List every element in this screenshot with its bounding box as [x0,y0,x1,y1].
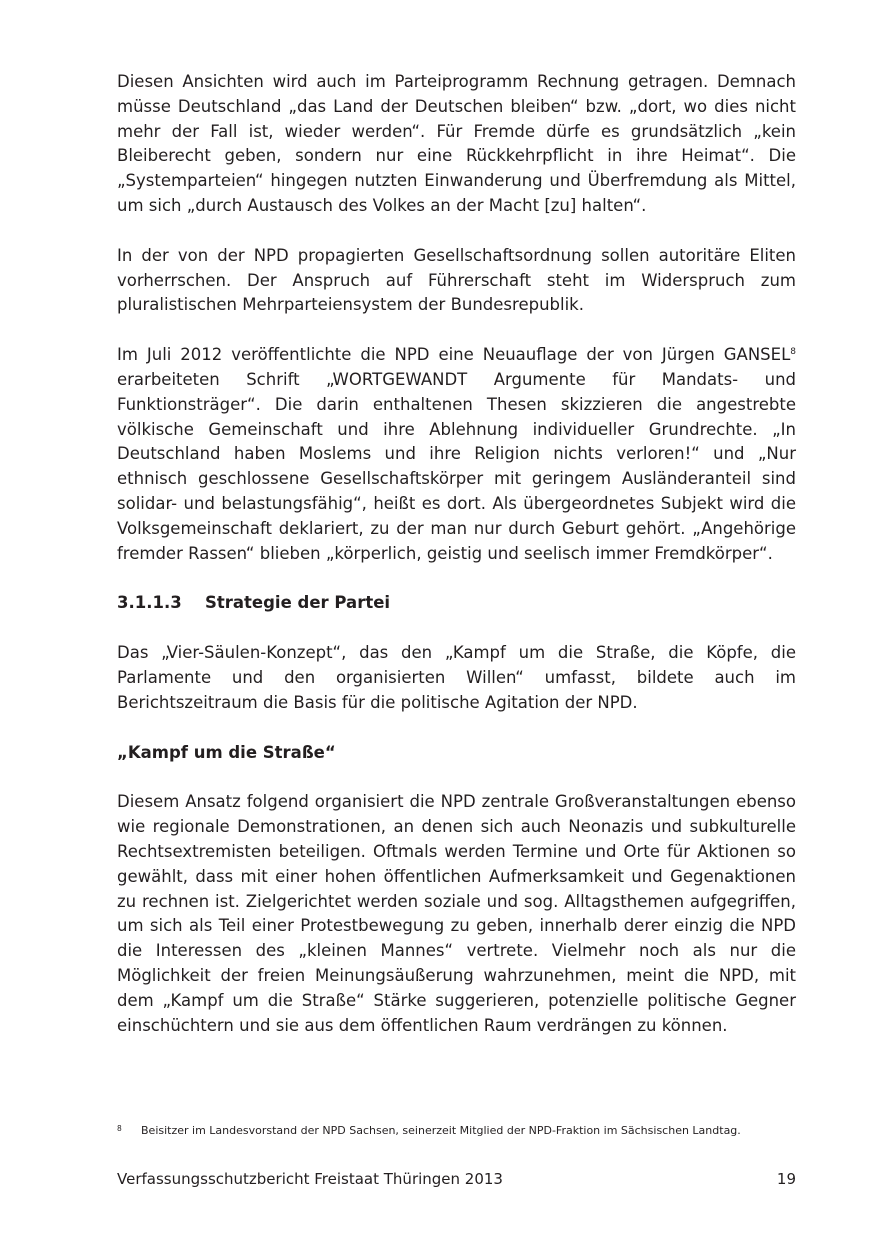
subheading-kampf-um-die-strasse: „Kampf um die Straße“ [117,742,336,762]
footnote-text: Beisitzer im Landesvorstand der NPD Sachsen, seinerzeit Mitglied der NPD-Fraktion im Sächsischen Landtag. [141,1124,741,1137]
paragraph-social-order: In der von der NPD propagierten Gesellschaftsordnung sollen autoritäre Eliten vorherrschen. Der Anspruch auf Führerschaft steht im Widerspruch zum pluralistischen Mehrparteiensystem der Bundesrepublik. [117,245,796,315]
page-footer [117,1168,796,1190]
footer-title: Verfassungsschutzbericht Freistaat Thüringen 2013 [117,1170,503,1188]
footnote-reference: 8 [790,347,796,358]
page-number: 19 [776,1170,796,1188]
paragraph-party-program: Diesen Ansichten wird auch im Parteiprogramm Rechnung getragen. Demnach müsse Deutschland „das Land der Deutschen bleiben“ bzw. „dort, wo dies nicht mehr der Fall ist, wieder werden“. Für Fremde dürfe es grundsätzlich „kein Bleiberecht geben, sondern nur eine Rückkehrpflicht in ihre Heimat“. Die „Systemparteien“ hingegen nutzten Einwanderung und Überfremdung als Mittel, um sich „durch Austausch des Volkes an der Macht [zu] halten“. [117,72,796,215]
section-title: Strategie der Partei [205,593,391,613]
paragraph-street-strategy: Diesem Ansatz folgend organisiert die NPD zentrale Großveranstaltungen ebenso wie regionale Demonstrationen, an denen sich auch Neonazis und subkulturelle Rechtsextremisten beteiligen. Oftmals werden Termine und Orte für Aktionen so gewählt, dass mit einer hohen öffentlichen Aufmerksamkeit und Gegenaktionen zu rechnen ist. Zielgerichtet werden soziale und sog. Alltagsthemen aufgegriffen, um sich als Teil einer Protestbewegung zu geben, innerhalb derer einzig die NPD die Interessen des „kleinen Mannes“ vertrete. Vielmehr noch als nur die Möglichkeit der freien Meinungsäußerung wahrzunehmen, meint die NPD, mit dem „Kampf um die Straße“ Stärke suggerieren, potenzielle politische Gegner einschüchtern und sie aus dem öffentlichen Raum verdrängen zu können. [117,792,796,1035]
paragraph-four-pillars: Das „Vier-Säulen-Konzept“, das den „Kampf um die Straße, die Köpfe, die Parlamente und den organisierten Willen“ umfasst, bildete auch im Berichtszeitraum die Basis für die politische Agitation der NPD. [117,643,796,712]
page-body [117,70,796,1038]
footnote [117,1123,796,1139]
section-heading [117,591,796,616]
paragraph-wortgewandt-end: erarbeiteten Schrift „WORTGEWANDT Argumente für Mandats- und Funktionsträger“. Die darin enthaltenen Thesen skizzieren die angestrebte völkische Gemeinschaft und ihre Ablehnung individueller Grundrechte. „In Deutschland haben Moslems und ihre Religion nichts verloren!“ und „Nur ethnisch geschlossene Gesellschaftskörper mit geringem Ausländeranteil sind solidar- und belastungsfähig“, heißt es dort. Als übergeordnetes Subjekt wird die Volksgemeinschaft deklariert, zu der man nur durch Geburt gehört. „Angehörige fremder Rassen“ blieben „körperlich, geistig und seelisch immer Fremdkörper“. [117,369,796,563]
paragraph-wortgewandt-start: Im Juli 2012 veröffentlichte die NPD eine Neuauflage der von Jürgen GANSEL [117,345,791,365]
paragraph-wortgewandt [117,343,796,566]
section-number: 3.1.1.3 [117,593,182,613]
footnote-mark: 8 [117,1124,122,1133]
